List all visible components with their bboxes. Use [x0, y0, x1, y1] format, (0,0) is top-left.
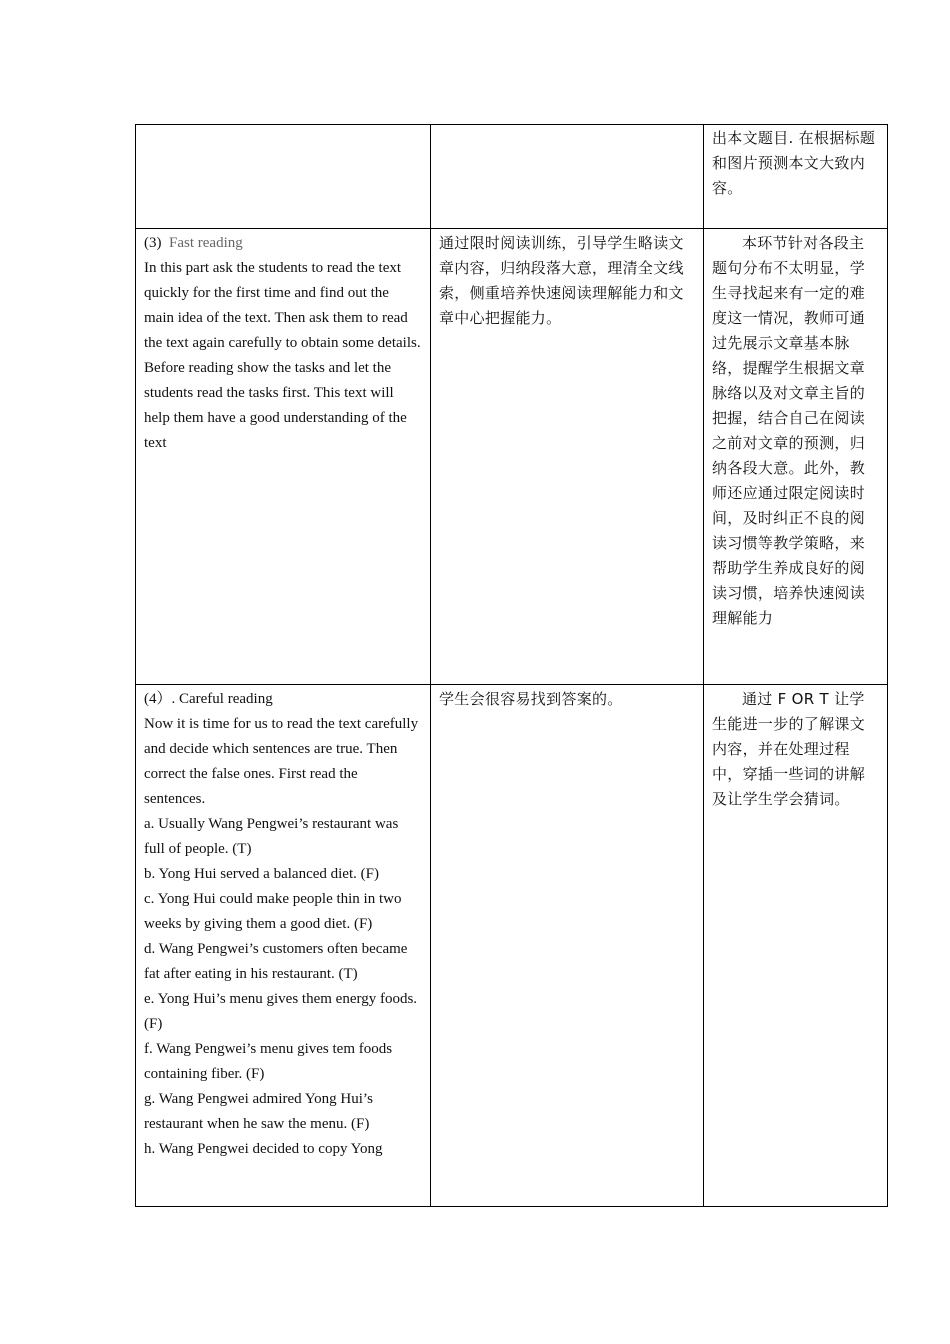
purpose-cell	[431, 125, 704, 229]
procedure-cell	[136, 125, 431, 229]
section-body: Now it is time for us to read the text carefully and decide which sentences are true. Then correct the false ones. First read the sentences.	[144, 716, 419, 807]
section-number: (3)	[144, 235, 162, 251]
list-item: g. Wang Pengwei admired Yong Hui’s restaurant when he saw the menu. (F)	[144, 1091, 373, 1132]
list-item: b. Yong Hui served a balanced diet. (F)	[144, 866, 379, 882]
note-cell	[704, 229, 888, 685]
list-item: f. Wang Pengwei’s menu gives tem foods containing fiber. (F)	[144, 1041, 393, 1082]
section-heading	[144, 231, 422, 256]
section-title: Fast reading	[169, 235, 243, 251]
procedure-cell	[136, 229, 431, 685]
note-cell	[704, 685, 888, 1207]
list-item: h. Wang Pengwei decided to copy Yong	[144, 1141, 383, 1157]
note-text: 本环节针对各段主题句分布不太明显，学生寻找起来有一定的难度这一情况，教师可通过先展示文章基本脉络，提醒学生根据文章脉络以及对文章主旨的把握，结合自己在阅读之前对文章的预测，归纳各段大意。此外，教师还应通过限定阅读时间，及时纠正不良的阅读习惯等教学策略，来帮助学生养成良好的阅读习惯，培养快速阅读理解能力	[712, 234, 866, 627]
list-item: d. Wang Pengwei’s customers often became fat after eating in his restaurant. (T)	[144, 941, 408, 982]
procedure-cell	[136, 685, 431, 1207]
purpose-cell: 通过限时阅读训练，引导学生略读文章内容，归纳段落大意，理清全文线索，侧重培养快速阅读理解能力和文章中心把握能力。	[431, 229, 704, 685]
section-body: In this part ask the students to read the text quickly for the first time and find out the main idea of the text. Then ask them to read the text again carefully to obtain some details. Before reading show the tasks and let the students read the tasks first. This text will help them have a good understanding of the text	[144, 260, 421, 451]
list-item: e. Yong Hui’s menu gives them energy foods. (F)	[144, 991, 418, 1032]
list-item: c. Yong Hui could make people thin in two weeks by giving them a good diet. (F)	[144, 891, 402, 932]
purpose-cell: 学生会很容易找到答案的。	[431, 685, 704, 1207]
note-cell: 出本文题目. 在根据标题和图片预测本文大致内容。	[704, 125, 888, 229]
note-text: 通过 F OR T 让学生能进一步的了解课文内容，并在处理过程中，穿插一些词的讲解及让学生学会猜词。	[712, 690, 866, 808]
table-row	[136, 685, 888, 1207]
table-row	[136, 125, 888, 229]
list-item: a. Usually Wang Pengwei’s restaurant was full of people. (T)	[144, 816, 399, 857]
section-heading: (4）. Careful reading	[144, 691, 273, 707]
table-row	[136, 229, 888, 685]
lesson-plan-table	[135, 124, 888, 1207]
